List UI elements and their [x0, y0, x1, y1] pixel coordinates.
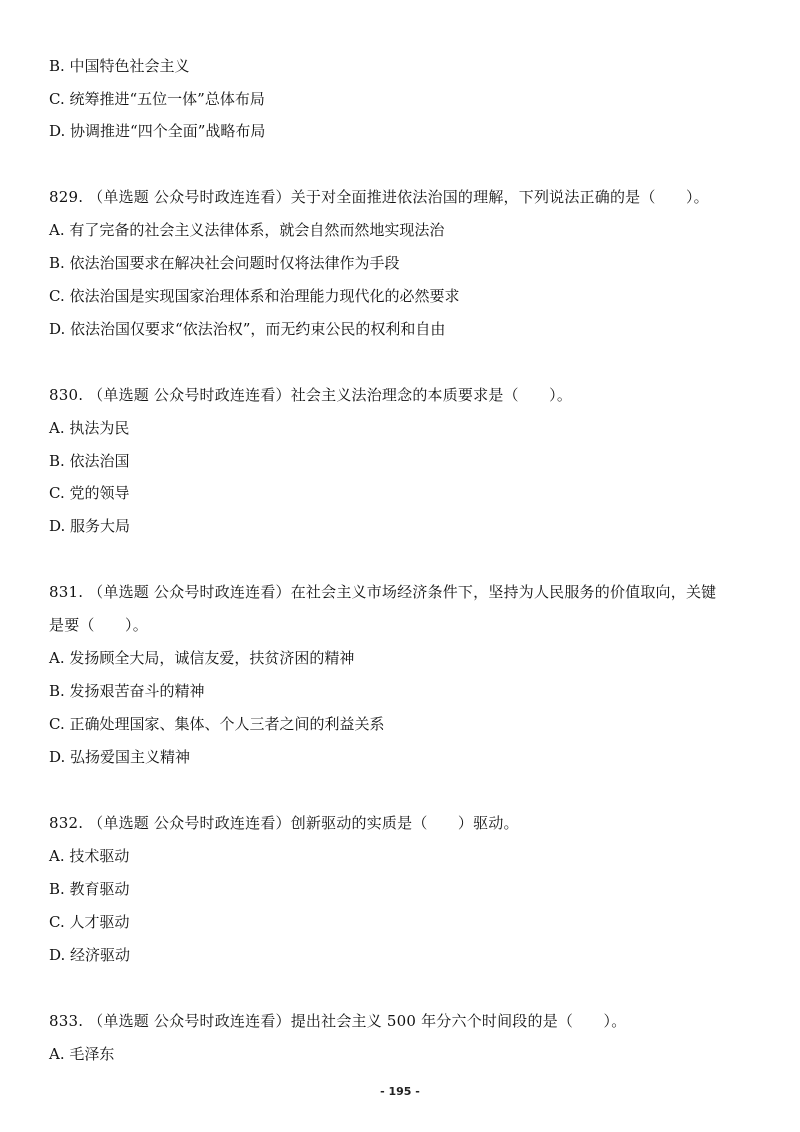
option-line: A. 毛泽东: [49, 1045, 115, 1063]
option-line: D. 服务大局: [49, 517, 131, 535]
option-line: D. 依法治国仅要求“依法治权”，而无约束公民的权利和自由: [49, 320, 446, 338]
option-line: C. 正确处理国家、集体、个人三者之间的利益关系: [49, 715, 385, 733]
option-line: D. 协调推进“四个全面”战略布局: [49, 122, 266, 140]
option-line: C. 统筹推进“五位一体”总体布局: [49, 90, 265, 108]
question-stem: 833. （单选题 公众号时政连连看）提出社会主义 500 年分六个时间段的是（ ）。: [49, 1012, 627, 1030]
option-line: B. 教育驱动: [49, 880, 130, 898]
question-stem: 829. （单选题 公众号时政连连看）关于对全面推进依法治国的理解，下列说法正确的是（ ）。: [49, 188, 709, 206]
option-line: C. 人才驱动: [49, 913, 130, 931]
question-stem: 830. （单选题 公众号时政连连看）社会主义法治理念的本质要求是（ ）。: [49, 386, 573, 404]
option-line: B. 依法治国: [49, 452, 130, 470]
option-line: D. 弘扬爱国主义精神: [49, 748, 191, 766]
option-line: A. 发扬顾全大局，诚信友爱，扶贫济困的精神: [49, 649, 355, 667]
question-stem: 832. （单选题 公众号时政连连看）创新驱动的实质是（ ）驱动。: [49, 814, 519, 832]
option-line: B. 中国特色社会主义: [49, 57, 190, 75]
option-line: B. 发扬艰苦奋斗的精神: [49, 682, 205, 700]
option-line: C. 党的领导: [49, 484, 130, 502]
option-line: A. 技术驱动: [49, 847, 130, 865]
option-line: D. 经济驱动: [49, 946, 131, 964]
question-stem: 831. （单选题 公众号时政连连看）在社会主义市场经济条件下，坚持为人民服务的价值取向，关键: [49, 583, 717, 601]
option-line: C. 依法治国是实现国家治理体系和治理能力现代化的必然要求: [49, 287, 460, 305]
page-number: - 195 -: [380, 1085, 420, 1098]
option-line: A. 执法为民: [49, 419, 130, 437]
question-stem-continued: 是要（ ）。: [49, 616, 148, 634]
option-line: A. 有了完备的社会主义法律体系，就会自然而然地实现法治: [49, 221, 445, 239]
option-line: B. 依法治国要求在解决社会问题时仅将法律作为手段: [49, 254, 400, 272]
